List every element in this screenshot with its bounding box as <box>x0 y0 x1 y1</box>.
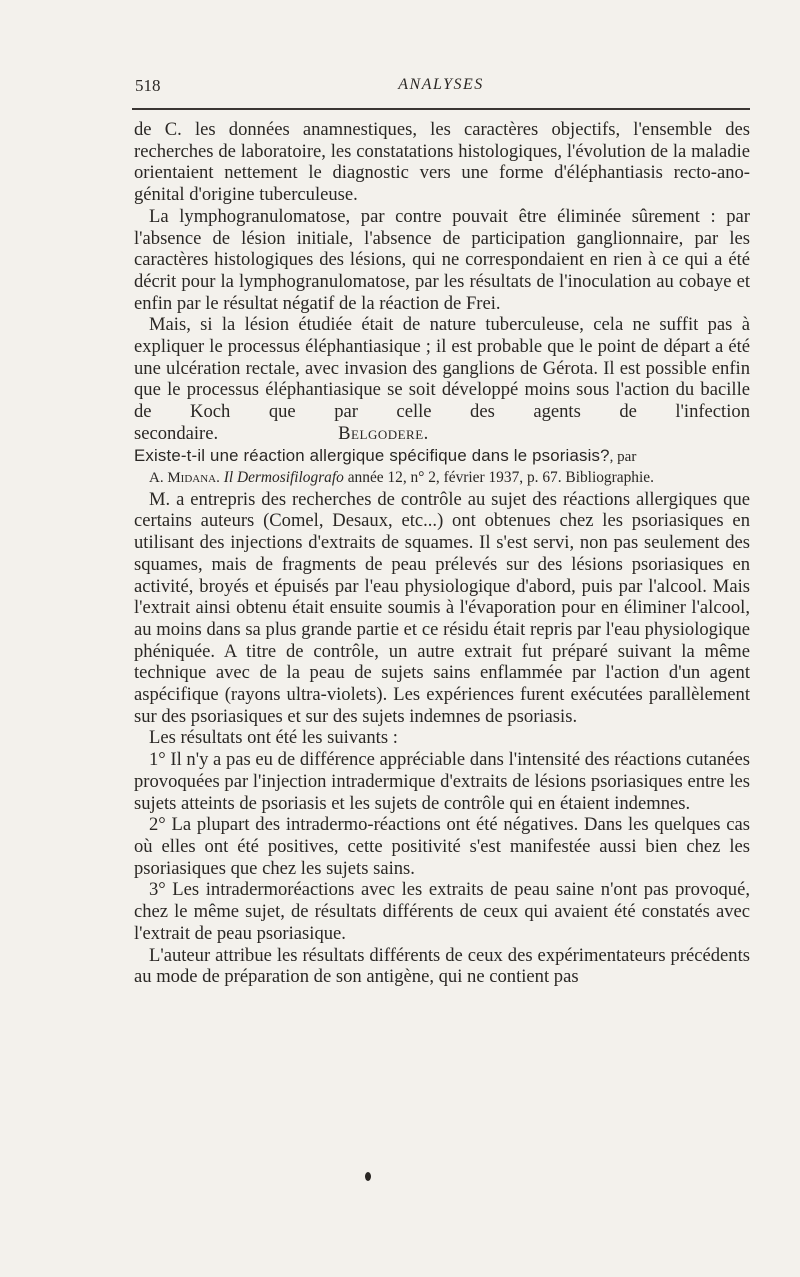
article-title: Existe-t-il une réaction allergique spécifique dans le psoriasis? <box>134 445 610 465</box>
paragraph-8: 3° Les intradermoréactions avec les extraits de peau saine n'ont pas provoqué, chez le même sujet, de résultats différents de ceux qui avaient été constatés avec l'extrait de peau psoriasique. <box>134 879 750 944</box>
paragraph-1: de C. les données anamnestiques, les caractères objectifs, l'ensemble des recherches de laboratoire, les constatations histologiques, l'évolution de la maladie orientaient nettement le diagnostic vers une forme d'éléphantiasis recto-ano-génital d'origine tuberculeuse. <box>134 119 750 206</box>
citation-details: année 12, n° 2, février 1937, p. 67. Bibliographie. <box>347 469 654 487</box>
reviewer-signature: Belgodere. <box>338 422 429 444</box>
paragraph-4: M. a entrepris des recherches de contrôle au sujet des réactions allergiques que certains auteurs (Comel, Desaux, etc...) ont obtenues chez les psoriasiques en utilisant des injections d'extraits de squames. Il s'est servi, non pas seulement des squames, mais de fragments de peau prélevés sur des lésions psoriasiques en activité, broyés et épuisés par l'eau physiologique d'abord, puis par l'alcool. Mais l'extrait ainsi obtenu était ensuite soumis à l'évaporation pour en éliminer l'alcool, au moins dans sa plus grande partie et ce résidu était repris par l'eau physiologique phéniquée. A titre de contrôle, un autre extrait fut préparé suivant la même technique avec de la peau de sujets sains enflammée par l'action d'un agent aspécifique (rayons ultra-violets). Les expériences furent exécutées parallèlement sur des psoriasiques et sur des sujets indemnes de psoriasis. <box>134 488 750 727</box>
paragraph-5: Les résultats ont été les suivants : <box>149 727 398 749</box>
journal-name: Il Dermosifilografo <box>223 469 344 487</box>
page-header <box>132 76 750 100</box>
article-heading <box>134 445 750 469</box>
ink-spot <box>365 1172 371 1181</box>
paragraph-9: L'auteur attribue les résultats différents de ceux des expérimentateurs précédents au mode de préparation de son antigène, qui ne contient pas <box>134 944 750 988</box>
paragraph-7: 2° La plupart des intradermo-réactions ont été négatives. Dans les quelques cas où elles ont été positives, cette positivité s'est manifestée aussi bien chez les psoriasiques que chez les sujets sains. <box>134 814 750 879</box>
paragraph-3 <box>134 314 750 444</box>
article-citation <box>134 468 750 489</box>
header-rule <box>132 108 750 110</box>
paragraph-2: La lymphogranulomatose, par contre pouvait être éliminée sûrement : par l'absence de lésion initiale, l'absence de participation ganglionnaire, par les caractères histologiques des lésions, qui ne correspondaient en rien à ce qui a été décrit pour la lymphogranulomatose, par les résultats de l'inoculation au cobaye et enfin par le résultat négatif de la réaction de Frei. <box>134 205 750 314</box>
running-title: ANALYSES <box>398 76 484 93</box>
page-number: 518 <box>135 76 161 95</box>
paragraph-6: 1° Il n'y a pas eu de différence appréciable dans l'intensité des réactions cutanées provoquées par l'injection intradermique d'extraits de lésions psoriasiques entre les sujets atteints de psoriasis et les sujets de contrôle qui en étaient indemnes. <box>134 749 750 814</box>
article-author: A. Midana. <box>149 470 220 487</box>
paragraph-3-text: Mais, si la lésion étudiée était de nature tuberculeuse, cela ne suffit pas à expliquer le processus éléphantiasique ; il est probable que le point de départ a été une ulcération rectale, avec invasion des ganglions de Gérota. Il est possible enfin que le processus éléphantiasique se soit développé moins sous l'action du bacille de Koch que par celle des agents de l'infection secondaire. <box>134 314 750 444</box>
body-text <box>134 119 750 988</box>
article-by: , par <box>609 448 637 465</box>
